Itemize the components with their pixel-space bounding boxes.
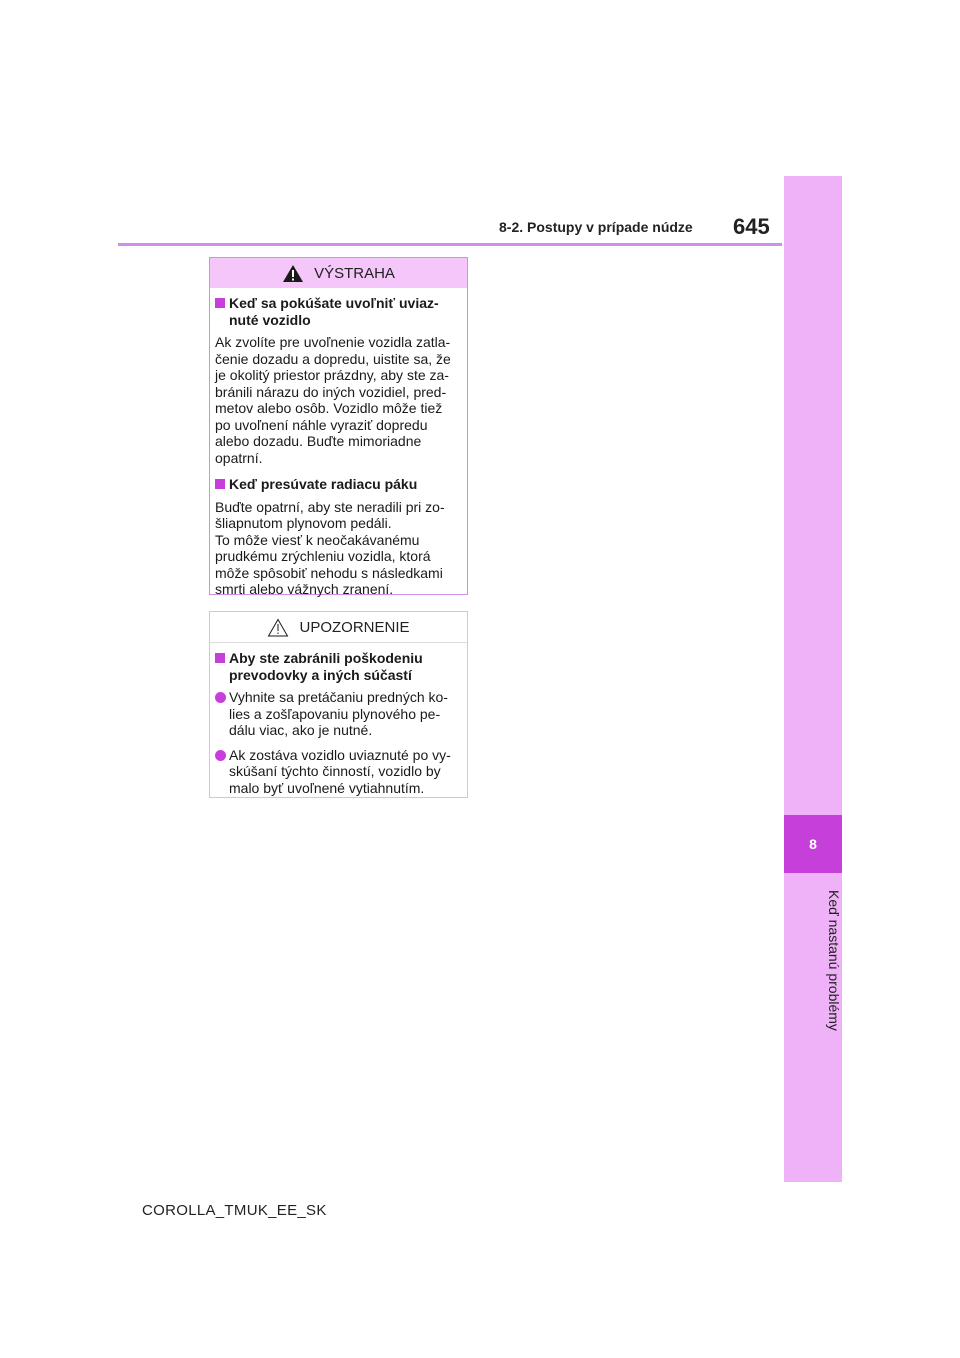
heading-line: prevodovky a iných súčastí (229, 666, 412, 683)
warning-box (209, 257, 468, 595)
warning-title: VÝSTRAHA (314, 264, 395, 282)
caution-box (209, 611, 468, 798)
heading-text: Keď presúvate radiacu páku (229, 476, 418, 492)
text-line: čenie dozadu a dopredu, uistite sa, že (215, 350, 451, 367)
warning-item-text (215, 499, 461, 598)
text-line: šliapnutom plynovom pedáli. (215, 515, 392, 531)
caution-title: UPOZORNENIE (299, 618, 410, 636)
heading-text (229, 295, 439, 328)
caution-bullet-item (215, 689, 461, 739)
warning-triangle-filled-icon (282, 264, 304, 283)
warning-box-header (210, 258, 467, 288)
chapter-number-box (784, 815, 842, 873)
caution-bullet-item (215, 747, 461, 797)
warning-item-heading (215, 476, 461, 493)
warning-triangle-outline-icon (267, 618, 289, 637)
section-title: 8-2. Postupy v prípade núdze (499, 219, 693, 235)
circle-bullet-icon (215, 750, 226, 761)
chapter-label: Keď nastanú problémy (826, 889, 842, 1031)
warning-body (210, 288, 467, 614)
text-line: malo byť uvoľnené vytiahnutím. (229, 779, 425, 796)
text-line: smrti alebo vážnych zranení. (215, 581, 394, 597)
text-line: Ak zostáva vozidlo uviaznuté po vy- (229, 746, 451, 763)
text-line: je okolitý priestor prázdny, aby ste za- (215, 367, 449, 383)
text-line: lies a zošľapovaniu plynového pe- (229, 705, 441, 722)
text-line: metov alebo osôb. Vozidlo môže tiež (215, 400, 443, 416)
square-bullet-icon (215, 479, 225, 489)
caution-box-header (210, 612, 467, 643)
text-line: Vyhnite sa pretáčaniu predných ko- (229, 689, 448, 705)
text-line: opatrní. (215, 449, 263, 466)
circle-bullet-icon (215, 692, 226, 703)
chapter-number: 8 (809, 836, 817, 852)
text-line: Ak zvolíte pre uvoľnenie vozidla zatla- (215, 334, 451, 350)
text-line: To môže viesť k neočakávanému (215, 531, 420, 548)
footer-document-code: COROLLA_TMUK_EE_SK (142, 1202, 327, 1219)
warning-item-text (215, 334, 461, 466)
square-bullet-icon (215, 298, 225, 308)
bullet-text (229, 747, 451, 797)
text-line: alebo dozadu. Buďte mimoriadne (215, 433, 422, 449)
heading-line: Aby ste zabránili poškodeniu (229, 650, 423, 666)
header-rule (118, 243, 782, 246)
text-line: po uvoľnení náhle vyraziť dopredu (215, 416, 428, 433)
page-number: 645 (733, 214, 770, 239)
text-line: prudkému zrýchleniu vozidla, ktorá (215, 548, 431, 564)
square-bullet-icon (215, 653, 225, 663)
caution-body (210, 643, 467, 810)
text-line: dálu viac, ako je nutné. (229, 722, 373, 738)
bullet-text (229, 689, 448, 739)
text-line: Buďte opatrní, aby ste neradili pri zo- (215, 498, 445, 515)
text-line: bránili nárazu do iných vozidiel, pred- (215, 383, 447, 400)
text-line: skúšaní týchto činností, vozidlo by (229, 763, 441, 779)
text-line: môže spôsobiť nehodu s následkami (215, 564, 443, 581)
heading-line: Keď sa pokúšate uvoľniť uviaz- (229, 295, 439, 311)
heading-line: nuté vozidlo (229, 311, 311, 328)
warning-item-heading (215, 295, 461, 328)
heading-text (229, 650, 423, 683)
caution-item-heading (215, 650, 461, 683)
